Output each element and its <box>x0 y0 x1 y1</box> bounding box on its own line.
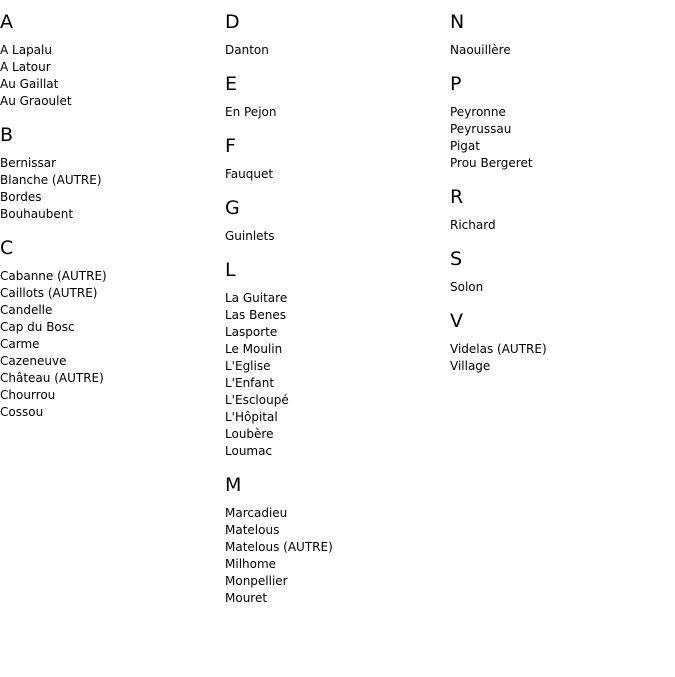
place-link[interactable]: L'Eglise <box>225 359 271 373</box>
letter-group-f <box>225 135 440 183</box>
list-item <box>450 341 665 358</box>
letter-group-n <box>450 11 665 59</box>
place-link[interactable]: Loumac <box>225 444 273 458</box>
list-item <box>225 573 440 590</box>
place-link[interactable]: Caillots (AUTRE) <box>0 286 98 300</box>
list-item <box>0 59 215 76</box>
letter-item-list <box>0 42 215 110</box>
list-item <box>0 319 215 336</box>
place-link[interactable]: Village <box>450 359 491 373</box>
letter-heading: P <box>450 73 462 95</box>
place-link[interactable]: L'Hôpital <box>225 410 278 424</box>
place-link[interactable]: Au Graoulet <box>0 94 72 108</box>
list-item <box>0 353 215 370</box>
letter-heading: N <box>450 11 465 33</box>
letter-item-list <box>225 290 440 460</box>
letter-item-list <box>0 155 215 223</box>
letter-group-e <box>225 73 440 121</box>
list-item <box>225 307 440 324</box>
letter-heading: A <box>0 11 13 33</box>
place-link[interactable]: Cazeneuve <box>0 354 67 368</box>
list-item <box>450 155 665 172</box>
place-link[interactable]: Château (AUTRE) <box>0 371 104 385</box>
letter-group-m <box>225 474 440 607</box>
place-link[interactable]: Naouillère <box>450 43 511 57</box>
letter-item-list <box>225 42 440 59</box>
place-link[interactable]: Danton <box>225 43 269 57</box>
letter-item-list <box>0 268 215 421</box>
letter-heading: F <box>225 135 236 157</box>
place-link[interactable]: Peyronne <box>450 105 506 119</box>
list-item <box>225 358 440 375</box>
letter-heading: C <box>0 237 14 259</box>
list-item <box>225 341 440 358</box>
list-item <box>0 155 215 172</box>
place-link[interactable]: Guinlets <box>225 229 275 243</box>
letter-group-s <box>450 248 665 296</box>
list-item <box>0 336 215 353</box>
list-item <box>225 166 440 183</box>
letter-item-list <box>225 505 440 607</box>
list-item <box>450 121 665 138</box>
list-item <box>225 324 440 341</box>
list-item <box>0 76 215 93</box>
place-link[interactable]: Fauquet <box>225 167 274 181</box>
list-item <box>450 138 665 155</box>
place-link[interactable]: Bordes <box>0 190 42 204</box>
letter-item-list <box>450 341 665 375</box>
list-item <box>0 387 215 404</box>
place-link[interactable]: A Latour <box>0 60 51 74</box>
list-item <box>225 522 440 539</box>
letter-group-b <box>0 124 215 223</box>
letter-heading: L <box>225 259 236 281</box>
place-link[interactable]: Cabanne (AUTRE) <box>0 269 107 283</box>
list-item <box>0 285 215 302</box>
letter-item-list <box>450 104 665 172</box>
place-link[interactable]: L'Escloupé <box>225 393 289 407</box>
index-column-3 <box>450 11 665 389</box>
list-item <box>225 409 440 426</box>
list-item <box>225 539 440 556</box>
place-link[interactable]: Videlas (AUTRE) <box>450 342 547 356</box>
list-item <box>225 228 440 245</box>
list-item <box>225 443 440 460</box>
place-link[interactable]: Chourrou <box>0 388 56 402</box>
index-column-2 <box>225 11 440 621</box>
list-item <box>0 206 215 223</box>
place-link[interactable]: Monpellier <box>225 574 288 588</box>
letter-heading: R <box>450 186 464 208</box>
letter-item-list <box>225 228 440 245</box>
letter-group-v <box>450 310 665 375</box>
list-item <box>0 302 215 319</box>
place-link[interactable]: La Guitare <box>225 291 288 305</box>
list-item <box>225 556 440 573</box>
letter-item-list <box>225 166 440 183</box>
place-link[interactable]: Bouhaubent <box>0 207 74 221</box>
letter-group-g <box>225 197 440 245</box>
place-link[interactable]: Las Benes <box>225 308 286 322</box>
place-link[interactable]: A Lapalu <box>0 43 52 57</box>
letter-item-list <box>450 279 665 296</box>
letter-heading: D <box>225 11 240 33</box>
letter-heading: B <box>0 124 14 146</box>
letter-heading: S <box>450 248 463 270</box>
letter-heading: E <box>225 73 238 95</box>
list-item <box>450 358 665 375</box>
letter-group-a <box>0 11 215 110</box>
list-item <box>225 104 440 121</box>
place-link[interactable]: L'Enfant <box>225 376 275 390</box>
list-item <box>225 426 440 443</box>
place-link[interactable]: Blanche (AUTRE) <box>0 173 102 187</box>
place-link[interactable]: Candelle <box>0 303 53 317</box>
list-item <box>225 392 440 409</box>
place-link[interactable]: Lasporte <box>225 325 278 339</box>
list-item <box>225 42 440 59</box>
list-item <box>0 370 215 387</box>
list-item <box>225 505 440 522</box>
letter-heading: M <box>225 474 242 496</box>
place-link[interactable]: Au Gaillat <box>0 77 59 91</box>
place-link[interactable]: Cossou <box>0 405 44 419</box>
list-item <box>0 42 215 59</box>
letter-group-p <box>450 73 665 172</box>
list-item <box>0 93 215 110</box>
list-item <box>0 268 215 285</box>
place-link[interactable]: Marcadieu <box>225 506 288 520</box>
place-link[interactable]: Pigat <box>450 139 480 153</box>
list-item <box>0 172 215 189</box>
letter-item-list <box>450 217 665 234</box>
place-link[interactable]: Peyrussau <box>450 122 512 136</box>
list-item <box>225 290 440 307</box>
place-link[interactable]: Matelous (AUTRE) <box>225 540 333 554</box>
place-link[interactable]: Loubère <box>225 427 274 441</box>
place-link[interactable]: En Pejon <box>225 105 277 119</box>
list-item <box>450 42 665 59</box>
place-link[interactable]: Prou Bergeret <box>450 156 533 170</box>
letter-group-r <box>450 186 665 234</box>
place-link[interactable]: Carme <box>0 337 40 351</box>
list-item <box>225 375 440 392</box>
list-item <box>0 404 215 421</box>
letter-item-list <box>225 104 440 121</box>
letter-group-c <box>0 237 215 421</box>
place-link[interactable]: Richard <box>450 218 496 232</box>
place-link[interactable]: Matelous <box>225 523 280 537</box>
place-link[interactable]: Le Moulin <box>225 342 283 356</box>
letter-heading: V <box>450 310 463 332</box>
letter-heading: G <box>225 197 240 219</box>
place-link[interactable]: Mouret <box>225 591 268 605</box>
place-link[interactable]: Milhome <box>225 557 277 571</box>
place-link[interactable]: Bernissar <box>0 156 57 170</box>
list-item <box>450 279 665 296</box>
letter-group-d <box>225 11 440 59</box>
place-link[interactable]: Cap du Bosc <box>0 320 75 334</box>
list-item <box>0 189 215 206</box>
list-item <box>450 104 665 121</box>
letter-group-l <box>225 259 440 460</box>
letter-item-list <box>450 42 665 59</box>
list-item <box>450 217 665 234</box>
place-link[interactable]: Solon <box>450 280 484 294</box>
list-item <box>225 590 440 607</box>
index-column-1 <box>0 11 215 435</box>
